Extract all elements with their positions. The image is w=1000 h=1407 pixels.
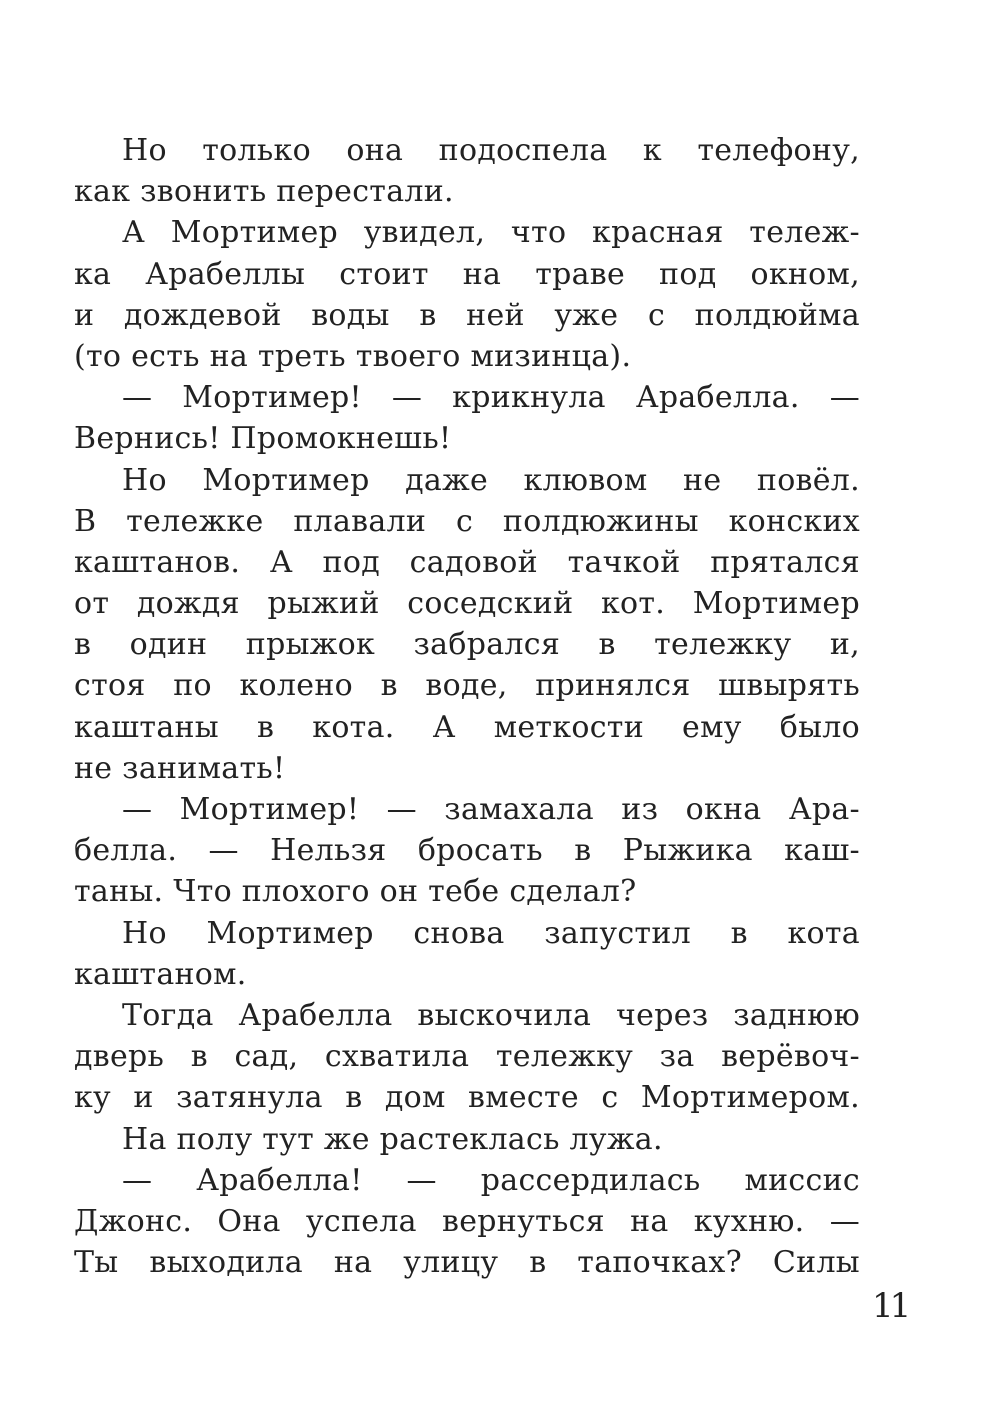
text-line: В тележке плавали с полдюжины конских (74, 503, 860, 539)
text-line: не занимать! (74, 750, 286, 786)
text-line: Вернись! Промокнешь! (74, 421, 452, 457)
text-line: каштаном. (74, 956, 247, 992)
text-line: стоя по колено в воде, принялся швырять (74, 668, 860, 704)
text-line: и дождевой воды в ней уже с полдюйма (74, 297, 860, 333)
text-line: А Мортимер увидел, что красная тележ- (122, 215, 860, 251)
text-line: Тогда Арабелла выскочила через заднюю (122, 997, 860, 1033)
text-line: — Мортимер! — замахала из окна Ара- (122, 792, 860, 827)
text-line: от дождя рыжий соседский кот. Мортимер (74, 586, 860, 622)
text-line: ку и затянула в дом вместе с Мортимером. (74, 1080, 860, 1116)
text-line: На полу тут же растеклась лужа. (122, 1121, 663, 1157)
text-line: дверь в сад, схватила тележку за верёвоч- (74, 1039, 860, 1075)
text-line: — Арабелла! — рассердилась миссис (122, 1162, 860, 1198)
text-line: Ты выходила на улицу в тапочках? Силы (74, 1245, 860, 1281)
text-line: — Мортимер! — крикнула Арабелла. — (122, 380, 860, 416)
text-line: (то есть на треть твоего мизинца). (74, 338, 632, 374)
text-line: каштаны в кота. А меткости ему было (74, 709, 860, 745)
text-line: Но только она подоспела к телефону, (122, 133, 860, 168)
page-text (74, 130, 860, 1283)
text-line: Джонс. Она успела вернуться на кухню. — (74, 1203, 860, 1239)
text-line: каштанов. А под садовой тачкой прятался (74, 544, 860, 580)
text-line: Но Мортимер даже клювом не повёл. (122, 462, 860, 498)
text-line: как звонить перестали. (74, 174, 454, 210)
text-line: таны. Что плохого он тебе сделал? (74, 874, 637, 910)
text-line: ка Арабеллы стоит на траве под окном, (74, 256, 860, 292)
text-line: Но Мортимер снова запустил в кота (122, 915, 860, 951)
text-line: белла. — Нельзя бросать в Рыжика каш- (74, 833, 860, 869)
page-number: 11 (872, 1286, 908, 1326)
text-line: в один прыжок забрался в тележку и, (74, 627, 860, 663)
